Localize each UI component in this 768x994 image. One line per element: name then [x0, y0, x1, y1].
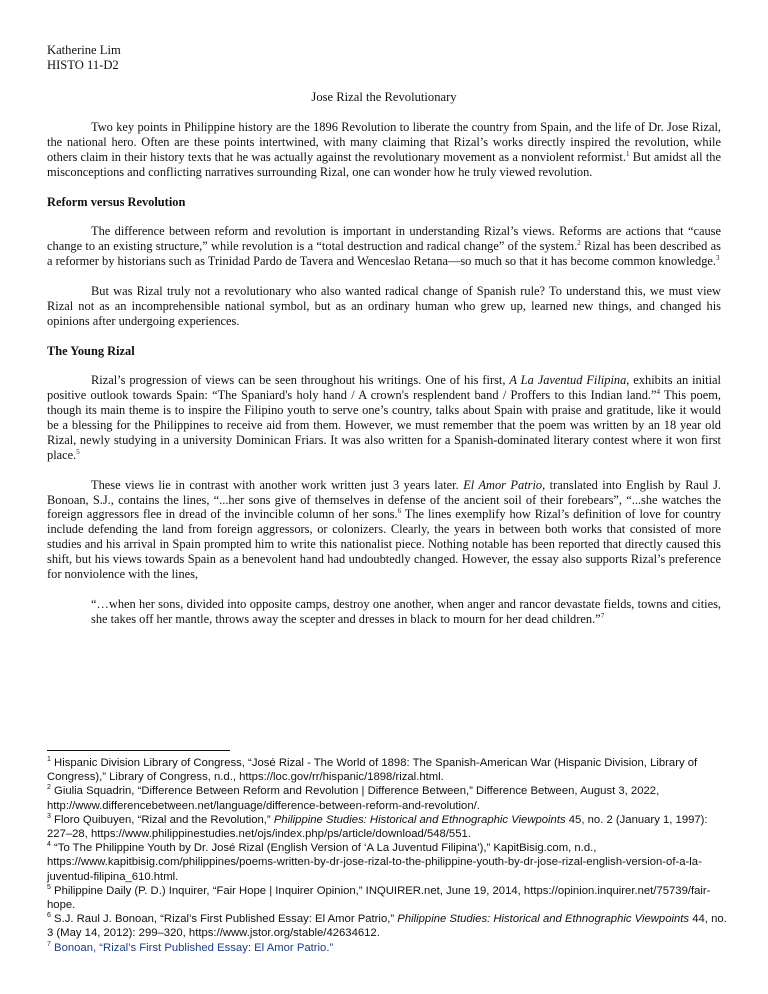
footnote-ref-1[interactable]: 1: [625, 149, 630, 158]
footnote: $^3$ Floro Quibuyen, “Rizal and the Revolution,” Philippine Studies: Historical and Ethnographic Viewpoints 45, no. 2 (January 1, 1997): 227–28, https://www.philippinestudies.net/ojs/index.php/ps/article/download/548/551.: [47, 812, 708, 841]
author-name: Katherine Lim: [47, 43, 121, 57]
document-body: [47, 120, 721, 627]
footnote: $^1$ Hispanic Division Library of Congress, “José Rizal - The World of 1898: The Spanish-American War (Hispanic Division, Library of Congress),” Library of Congress, n.d., https://loc.gov/rr/hispanic/1898/rizal.html.: [47, 756, 698, 784]
footnote: $^6$ S.J. Raul J. Bonoan, “Rizal’s First Published Essay: El Amor Patrio,” Philippine Studies: Historical and Ethnographic Viewpoints 44, no. 3 (May 14, 2012): 299–320, https://www.jstor.org/stable/42634612.: [47, 912, 727, 940]
footnote-link[interactable]: $^7$ Bonoan, “Rizal’s First Published Essay: El Amor Patrio.”: [47, 940, 334, 954]
footnote-ref-7[interactable]: 7: [600, 611, 605, 620]
footnote: $^4$ “To The Philippine Youth by Dr. José Rizal (English Version of ‘A La Juventud Filipina’),” KapitBisig.com, n.d., https://www.kapitbisig.com/philippines/poems-written-by-dr-jose-rizal-to-the-philippine-youth-by-dr-jose-rizal-english-version-of-a-la-juventud-filipina_610.html.: [47, 841, 702, 883]
block-quote: “…when her sons, divided into opposite camps, destroy one another, when anger and rancor devastate fields, towns and cities, she takes off her mantle, throws away the scepter and dresses in black to mourn for her dead children.”$^7$: [91, 596, 721, 626]
footnote: $^2$ Giulia Squadrin, “Difference Between Reform and Revolution | Difference Between,” Difference Between, August 3, 2022, http://www.differencebetween.net/language/difference-between-reform-and-revolution/.: [47, 784, 660, 812]
paragraph-amor-patrio: These views lie in contrast with another work written just 3 years later. El Amor Patrio, translated into English by Raul J. Bonoan, S.J., contains the lines, “...her sons give of themselves in defense of the ancient soil of their forebears”, “...she watches the foreign aggressors flee in dread of the invincible column of her sons.$^6$ The lines exemplify how Rizal’s definition of love for country include defending the land from foreign aggressors, or colonizers. Clearly, the years in between both works that consisted of more studies and his arrival in Spain prompted him to write this nationalist piece. Nothing notable has been reported that directly caused this shift, but his views towards Spain as a benevolent hand had undoubtedly changed. However, the essay also supports Rizal’s preference for nonviolence with the lines,: [47, 477, 722, 582]
work-title: El Amor Patrio,: [463, 477, 546, 492]
paragraph-intro: Two key points in Philippine history are the 1896 Revolution to liberate the country from Spain, and the life of Dr. Jose Rizal, the national hero. Often are these points intertwined, with many claiming that Rizal’s works directly inspired the revolution, while others claim in their history texts that he was actually against the revolutionary movement as a nonviolent reformist.$^1$ But amidst all the misconceptions and conflicting narratives surrounding Rizal, one can wonder how he truly viewed revolution.: [47, 120, 721, 179]
document-title: Jose Rizal the Revolutionary: [311, 90, 457, 104]
paragraph-reform-definition: The difference between reform and revolution is important in understanding Rizal’s views. Reforms are actions that “cause change to an existing structure,” while revolution is a “total destruction and radical change” of the system.$^2$ Rizal has been described as a reformer by historians such as Trinidad Pardo de Tavera and Wenceslao Retana—so much so that it has become common knowledge.$^3$: [47, 224, 721, 269]
footnotes: [47, 756, 727, 955]
footnote-ref-4[interactable]: 4: [656, 388, 660, 397]
footnote-ref-2[interactable]: 2: [577, 239, 581, 248]
footnote-ref-3[interactable]: 3: [716, 254, 720, 263]
paragraph-question: But was Rizal truly not a revolutionary who also wanted radical change of Spanish rule? To understand this, we must view Rizal not as an incomprehensible national symbol, but as an ordinary human who grew up, learned new things, and changed his opinions after undergoing experiences.: [47, 283, 721, 328]
course-code: HISTO 11-D2: [47, 58, 119, 72]
footnote-ref-6[interactable]: 6: [397, 507, 402, 516]
footnote-separator: [47, 750, 230, 751]
work-title: A La Javentud Filipina: [509, 373, 627, 388]
section-heading-reform: Reform versus Revolution: [47, 194, 186, 209]
section-heading-young-rizal: The Young Rizal: [47, 343, 135, 358]
paragraph-juventud: Rizal’s progression of views can be seen throughout his writings. One of his first, A La Javentud Filipina, exhibits an initial positive outlook towards Spain: “The Spaniard's holy hand / A crown's resplendent band / Proffers to this Indian land.”$^4$ This poem, though its main theme is to inspire the Filipino youth to serve one’s country, talks about Spain with praise and gratitude, like it would be a blessing for the Philippines to receive aid from them. However, we must remember that the poem was written by an 18 year old Rizal, newly studying in a university Dominican Friars. It was also written for a Spanish-dominated literary contest where it won first place.$^5$: [47, 373, 722, 462]
footnote-ref-5[interactable]: 5: [76, 447, 80, 456]
footnote: $^5$ Philippine Daily (P. D.) Inquirer, “Fair Hope | Inquirer Opinion,” INQUIRER.net, June 19, 2014, https://opinion.inquirer.net/75739/fair-hope.: [47, 883, 711, 912]
header-block: [47, 43, 121, 73]
